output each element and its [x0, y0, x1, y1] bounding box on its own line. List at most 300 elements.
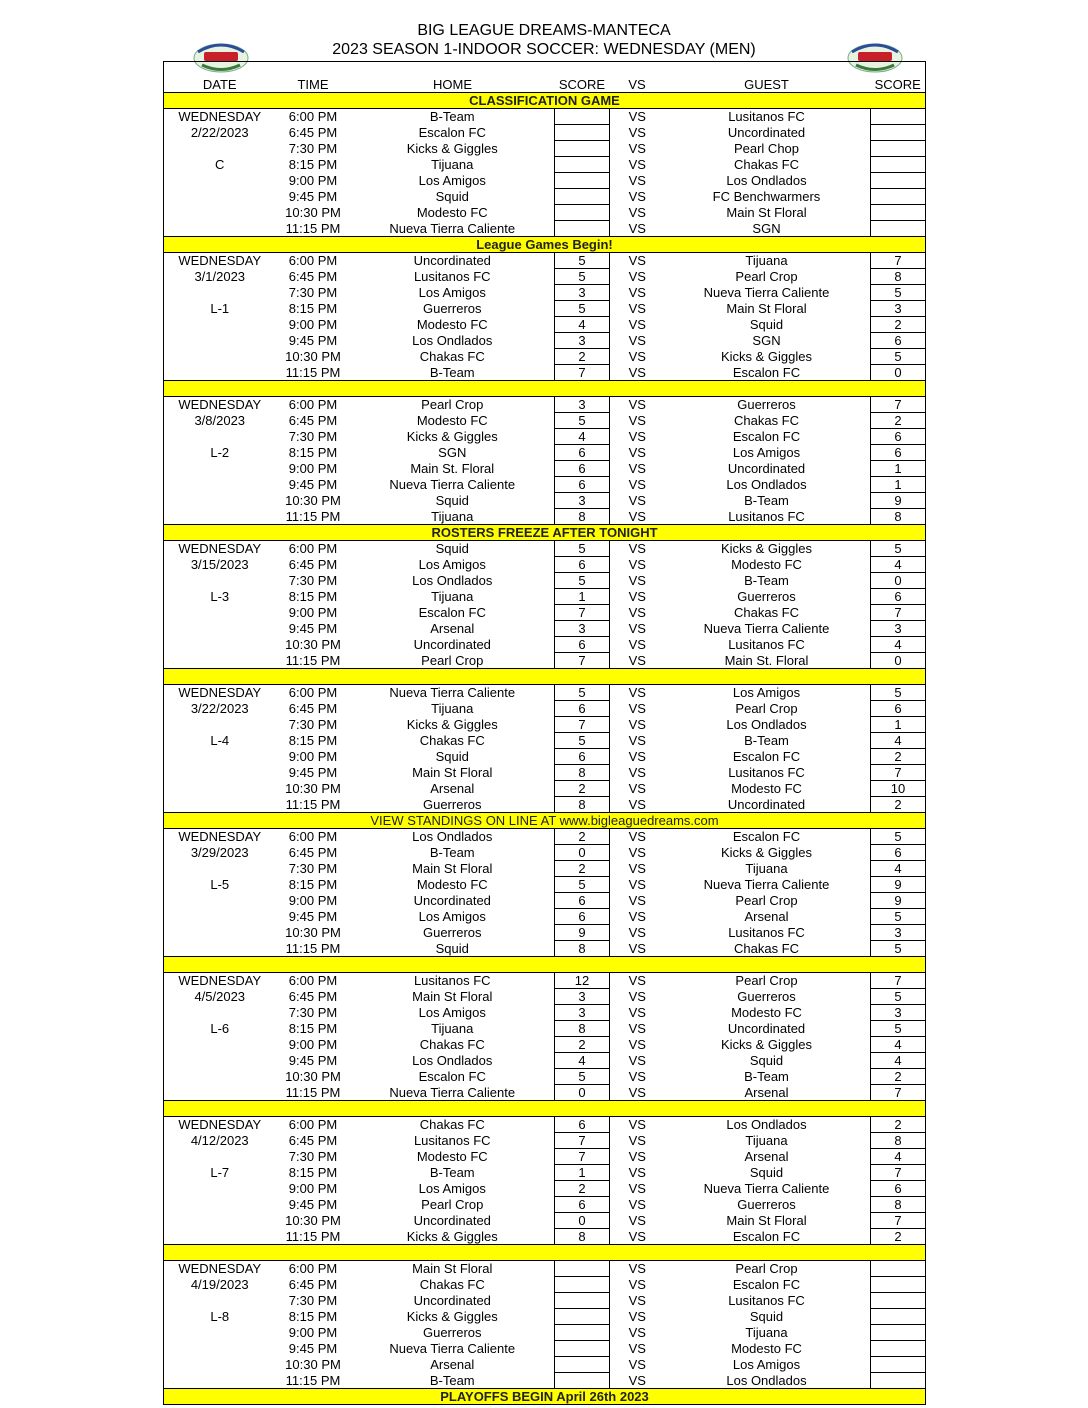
guest-score-cell: 6 — [871, 333, 926, 349]
home-score-cell: 6 — [555, 461, 610, 477]
vs-cell: VS — [628, 781, 646, 796]
home-team-cell: Escalon FC — [418, 125, 486, 140]
home-team-cell: Nueva Tierra Caliente — [389, 685, 516, 701]
home-team-cell: Guerreros — [422, 301, 482, 316]
vs-cell: VS — [628, 461, 646, 476]
home-score-cell — [555, 141, 610, 157]
home-score-cell: 12 — [555, 973, 610, 989]
time-cell: 8:15 PM — [288, 733, 338, 748]
guest-score-cell: 0 — [871, 653, 926, 669]
game-row — [164, 285, 926, 301]
home-team-cell: Nueva Tierra Caliente — [389, 1084, 516, 1100]
vs-cell: VS — [628, 573, 646, 588]
vs-cell: VS — [628, 652, 646, 668]
home-team-cell: Chakas FC — [419, 1277, 485, 1292]
game-row — [164, 429, 926, 445]
guest-score-cell: 2 — [871, 749, 926, 765]
vs-cell: VS — [628, 173, 646, 188]
empty-cell — [164, 1357, 276, 1373]
time-cell: 10:30 PM — [285, 781, 341, 796]
game-row — [164, 925, 926, 941]
home-score-cell — [555, 173, 610, 189]
vs-cell: VS — [628, 796, 646, 812]
guest-team-cell: Modesto FC — [731, 781, 802, 796]
guest-team-cell: Uncordinated — [727, 796, 806, 812]
guest-score-cell: 3 — [871, 621, 926, 637]
home-team-cell: Kicks & Giggles — [406, 141, 498, 156]
week-code-cell: L-8 — [210, 1309, 230, 1324]
home-score-cell — [555, 205, 610, 221]
vs-cell: VS — [628, 1325, 646, 1340]
game-row — [164, 973, 926, 989]
guest-score-cell — [871, 1261, 926, 1277]
guest-team-cell: Chakas FC — [733, 605, 800, 620]
guest-score-cell: 2 — [871, 797, 926, 813]
home-team-cell: Main St Floral — [412, 765, 493, 780]
banner-text — [164, 1245, 926, 1261]
home-score-cell — [555, 1325, 610, 1341]
guest-team-cell: Squid — [749, 1309, 784, 1324]
guest-team-cell: Chakas FC — [733, 940, 800, 956]
guest-score-cell: 1 — [871, 477, 926, 493]
guest-score-cell: 5 — [871, 989, 926, 1005]
guest-team-cell: Arsenal — [744, 1149, 789, 1164]
guest-team-cell: Modesto FC — [731, 557, 802, 572]
vs-cell: VS — [628, 989, 646, 1004]
empty-cell — [164, 189, 276, 205]
vs-cell: VS — [628, 973, 646, 989]
home-score-cell: 2 — [555, 781, 610, 797]
game-row — [164, 317, 926, 333]
guest-score-cell — [871, 125, 926, 141]
home-score-cell: 5 — [555, 877, 610, 893]
empty-cell — [164, 509, 276, 525]
vs-cell: VS — [628, 940, 646, 956]
guest-team-cell: Tijuana — [745, 1325, 788, 1340]
banner-row — [164, 525, 926, 541]
home-score-cell: 3 — [555, 333, 610, 349]
home-team-cell: Lusitanos FC — [413, 269, 491, 284]
time-cell: 9:45 PM — [288, 477, 338, 492]
guest-score-cell: 4 — [871, 1053, 926, 1069]
vs-cell: VS — [628, 1213, 646, 1228]
empty-cell — [164, 1341, 276, 1357]
empty-cell — [164, 717, 276, 733]
guest-score-cell — [871, 221, 926, 237]
home-score-cell — [555, 1309, 610, 1325]
guest-team-cell: Pearl Crop — [735, 973, 798, 989]
empty-cell — [164, 429, 276, 445]
game-row — [164, 989, 926, 1005]
home-score-cell — [555, 125, 610, 141]
time-cell: 9:00 PM — [288, 317, 338, 332]
home-score-cell: 5 — [555, 269, 610, 285]
home-score-cell: 8 — [555, 765, 610, 781]
home-score-cell: 6 — [555, 1197, 610, 1213]
guest-score-cell: 9 — [871, 893, 926, 909]
game-row — [164, 845, 926, 861]
empty-cell — [164, 173, 276, 189]
guest-team-cell: Nueva Tierra Caliente — [703, 877, 830, 892]
game-row — [164, 1133, 926, 1149]
vs-cell: VS — [628, 1197, 646, 1212]
time-cell: 9:00 PM — [288, 1325, 338, 1340]
guest-score-cell: 5 — [871, 541, 926, 557]
blank-row — [164, 62, 926, 78]
game-row — [164, 541, 926, 557]
home-score-cell: 6 — [555, 557, 610, 573]
game-row — [164, 941, 926, 957]
game-row — [164, 1229, 926, 1245]
game-row — [164, 189, 926, 205]
home-score-cell: 6 — [555, 1117, 610, 1133]
vs-cell: VS — [628, 1341, 646, 1356]
guest-score-cell: 9 — [871, 493, 926, 509]
day-cell: WEDNESDAY — [178, 973, 262, 989]
time-cell: 9:45 PM — [288, 765, 338, 780]
guest-team-cell: Uncordinated — [727, 125, 806, 140]
home-team-cell: Squid — [435, 189, 469, 204]
date-cell: 4/19/2023 — [190, 1277, 249, 1292]
time-cell: 8:15 PM — [288, 1309, 338, 1324]
vs-cell: VS — [628, 493, 646, 508]
home-score-cell: 6 — [555, 893, 610, 909]
guest-score-cell: 1 — [871, 461, 926, 477]
guest-header: GUEST — [665, 77, 869, 93]
time-cell: 6:00 PM — [288, 109, 338, 125]
home-score-cell: 8 — [555, 941, 610, 957]
date-cell: 3/8/2023 — [194, 413, 246, 428]
guest-score-cell: 3 — [871, 925, 926, 941]
empty-cell — [164, 493, 276, 509]
game-row — [164, 605, 926, 621]
empty-cell — [164, 1149, 276, 1165]
game-row — [164, 1261, 926, 1277]
home-score-cell: 7 — [555, 1133, 610, 1149]
home-team-cell: Main St Floral — [412, 1261, 493, 1277]
empty-cell — [164, 653, 276, 669]
guest-score-cell: 4 — [871, 861, 926, 877]
time-cell: 11:15 PM — [285, 1372, 341, 1388]
empty-cell — [164, 781, 276, 797]
vs-cell: VS — [628, 397, 646, 413]
week-code-cell: L-4 — [210, 733, 230, 748]
home-score-cell: 7 — [555, 1149, 610, 1165]
date-cell: 3/22/2023 — [190, 701, 249, 716]
guest-team-cell: FC Benchwarmers — [712, 189, 821, 204]
game-row — [164, 701, 926, 717]
home-score-cell: 7 — [555, 717, 610, 733]
guest-team-cell: Nueva Tierra Caliente — [703, 621, 830, 636]
home-score-cell: 8 — [555, 509, 610, 525]
empty-cell — [164, 749, 276, 765]
time-cell: 11:15 PM — [285, 1084, 341, 1100]
home-score-cell: 3 — [555, 397, 610, 413]
home-score-cell — [555, 221, 610, 237]
guest-score-cell — [871, 1373, 926, 1389]
guest-team-cell: Kicks & Giggles — [720, 349, 813, 364]
home-team-cell: Chakas FC — [419, 733, 485, 748]
time-cell: 6:45 PM — [288, 701, 338, 716]
home-score-cell: 6 — [555, 909, 610, 925]
home-team-cell: Modesto FC — [416, 317, 488, 332]
home-team-cell: Arsenal — [430, 621, 475, 636]
guest-team-cell: Guerreros — [737, 1197, 796, 1212]
guest-team-cell: Pearl Crop — [735, 893, 798, 908]
home-team-cell: Uncordinated — [413, 637, 491, 652]
game-row — [164, 1085, 926, 1101]
home-score-cell: 0 — [555, 1085, 610, 1101]
date-cell: 4/12/2023 — [190, 1133, 249, 1148]
home-score-cell: 0 — [555, 845, 610, 861]
guest-score-cell — [871, 1325, 926, 1341]
guest-score-cell: 2 — [871, 1117, 926, 1133]
vs-cell: VS — [628, 909, 646, 924]
home-score-cell: 5 — [555, 685, 610, 701]
home-score-cell: 3 — [555, 621, 610, 637]
guest-team-cell: Uncordinated — [727, 1021, 806, 1036]
vs-cell: VS — [628, 845, 646, 860]
home-team-cell: Los Amigos — [418, 909, 486, 924]
game-row — [164, 1021, 926, 1037]
home-team-cell: Pearl Crop — [421, 397, 484, 413]
vs-header: VS — [610, 77, 665, 93]
empty-cell — [164, 285, 276, 301]
vs-cell: VS — [628, 1005, 646, 1020]
guest-score-cell: 6 — [871, 701, 926, 717]
guest-team-cell: Chakas FC — [733, 413, 800, 428]
empty-cell — [164, 1085, 276, 1101]
guest-team-cell: Main St. Floral — [724, 652, 809, 668]
game-row — [164, 557, 926, 573]
empty-cell — [164, 909, 276, 925]
home-team-cell: Los Amigos — [418, 1005, 486, 1020]
home-team-cell: Guerreros — [422, 1325, 482, 1340]
game-row — [164, 749, 926, 765]
home-score-cell: 2 — [555, 349, 610, 365]
game-row — [164, 589, 926, 605]
day-cell: WEDNESDAY — [178, 829, 262, 845]
game-row — [164, 1005, 926, 1021]
guest-score-cell: 5 — [871, 1021, 926, 1037]
home-team-cell: Tijuana — [431, 508, 474, 524]
time-cell: 7:30 PM — [288, 1149, 338, 1164]
time-cell: 9:00 PM — [288, 461, 338, 476]
page-subtitle: 2023 SEASON 1-INDOOR SOCCER: WEDNESDAY (MEN) — [332, 41, 756, 58]
empty-cell — [164, 941, 276, 957]
vs-cell: VS — [628, 1069, 646, 1084]
game-row — [164, 877, 926, 893]
empty-cell — [164, 1197, 276, 1213]
vs-cell: VS — [628, 541, 646, 557]
guest-team-cell: B-Team — [744, 573, 789, 588]
guest-team-cell: Los Amigos — [732, 685, 801, 701]
vs-cell: VS — [628, 557, 646, 572]
empty-cell — [164, 1325, 276, 1341]
guest-score-cell — [871, 173, 926, 189]
guest-score-cell: 10 — [871, 781, 926, 797]
guest-score-cell: 6 — [871, 445, 926, 461]
vs-cell: VS — [628, 445, 646, 460]
home-team-cell: Los Ondlados — [412, 1053, 493, 1068]
empty-cell — [164, 1373, 276, 1389]
empty-cell — [164, 317, 276, 333]
banner-row — [164, 1101, 926, 1117]
guest-score-cell: 5 — [871, 941, 926, 957]
empty-cell — [164, 637, 276, 653]
guest-team-cell: SGN — [752, 220, 781, 236]
guest-score-cell: 0 — [871, 573, 926, 589]
guest-score-cell: 4 — [871, 733, 926, 749]
guest-team-cell: Los Ondlados — [726, 173, 807, 188]
home-team-cell: Kicks & Giggles — [406, 1309, 498, 1324]
day-cell: WEDNESDAY — [178, 685, 262, 701]
day-cell: WEDNESDAY — [178, 397, 262, 413]
guest-score-cell: 7 — [871, 397, 926, 413]
guest-score-cell: 0 — [871, 365, 926, 381]
home-team-cell: Uncordinated — [413, 1293, 491, 1308]
game-row — [164, 333, 926, 349]
time-cell: 8:15 PM — [288, 445, 338, 460]
guest-score-cell: 6 — [871, 429, 926, 445]
guest-score-header: SCORE — [871, 77, 926, 93]
game-row — [164, 125, 926, 141]
guest-team-cell: Squid — [749, 1053, 784, 1068]
guest-score-cell — [871, 109, 926, 125]
time-cell: 8:15 PM — [288, 301, 338, 316]
time-cell: 9:00 PM — [288, 173, 338, 188]
home-score-cell: 6 — [555, 445, 610, 461]
vs-cell: VS — [628, 1021, 646, 1036]
guest-score-cell — [871, 205, 926, 221]
game-row — [164, 781, 926, 797]
vs-cell: VS — [628, 701, 646, 716]
guest-team-cell: Uncordinated — [727, 461, 806, 476]
vs-cell: VS — [628, 1084, 646, 1100]
home-team-cell: Kicks & Giggles — [406, 717, 498, 732]
time-cell: 6:00 PM — [288, 253, 338, 269]
home-team-cell: Lusitanos FC — [413, 973, 491, 989]
time-cell: 6:45 PM — [288, 413, 338, 428]
guest-team-cell: Los Ondlados — [726, 1372, 807, 1388]
vs-cell: VS — [628, 1037, 646, 1052]
home-score-cell: 0 — [555, 1213, 610, 1229]
home-team-cell: Los Amigos — [418, 557, 486, 572]
game-row — [164, 157, 926, 173]
game-row — [164, 861, 926, 877]
game-row — [164, 1149, 926, 1165]
banner-row — [164, 1389, 926, 1405]
home-score-cell: 3 — [555, 285, 610, 301]
week-code-cell: L-1 — [210, 301, 230, 316]
time-cell: 6:45 PM — [288, 989, 338, 1004]
home-score-cell: 4 — [555, 317, 610, 333]
home-score-cell: 6 — [555, 477, 610, 493]
game-row — [164, 349, 926, 365]
week-code-cell: L-3 — [210, 589, 230, 604]
time-cell: 7:30 PM — [288, 285, 338, 300]
guest-team-cell: Lusitanos FC — [728, 1293, 805, 1308]
guest-team-cell: Los Ondlados — [726, 1117, 807, 1133]
empty-cell — [164, 365, 276, 381]
vs-cell: VS — [628, 605, 646, 620]
home-team-cell: Pearl Crop — [421, 1197, 484, 1212]
guest-team-cell: Lusitanos FC — [728, 637, 805, 652]
home-score-cell: 2 — [555, 861, 610, 877]
game-row — [164, 797, 926, 813]
banner-text: League Games Begin! — [164, 237, 926, 253]
day-cell: WEDNESDAY — [178, 541, 262, 557]
home-score-cell: 5 — [555, 573, 610, 589]
banner-row — [164, 957, 926, 973]
guest-team-cell: Modesto FC — [731, 1005, 802, 1020]
empty-cell — [164, 205, 276, 221]
home-team-cell: Guerreros — [422, 925, 482, 940]
banner-row — [164, 237, 926, 253]
home-score-cell: 5 — [555, 541, 610, 557]
game-row — [164, 269, 926, 285]
empty-cell — [164, 1037, 276, 1053]
game-row — [164, 1293, 926, 1309]
time-cell: 11:15 PM — [285, 508, 341, 524]
game-row — [164, 829, 926, 845]
guest-score-cell: 8 — [871, 1133, 926, 1149]
vs-cell: VS — [628, 1117, 646, 1133]
home-team-cell: Chakas FC — [419, 1037, 485, 1052]
time-cell: 9:45 PM — [288, 1197, 338, 1212]
time-cell: 10:30 PM — [285, 1069, 341, 1084]
time-cell: 10:30 PM — [285, 1213, 341, 1228]
guest-team-cell: Nueva Tierra Caliente — [703, 1181, 830, 1196]
banner-row — [164, 1245, 926, 1261]
time-cell: 7:30 PM — [288, 1293, 338, 1308]
time-cell: 6:00 PM — [288, 541, 338, 557]
home-team-cell: Nueva Tierra Caliente — [389, 1341, 516, 1356]
vs-cell: VS — [628, 125, 646, 140]
vs-cell: VS — [628, 109, 646, 125]
home-score-cell: 1 — [555, 589, 610, 605]
home-team-cell: Los Ondlados — [412, 573, 493, 588]
vs-cell: VS — [628, 413, 646, 428]
time-cell: 9:45 PM — [288, 909, 338, 924]
guest-score-cell: 2 — [871, 317, 926, 333]
time-cell: 6:00 PM — [288, 1117, 338, 1133]
time-cell: 7:30 PM — [288, 429, 338, 444]
empty-cell — [164, 349, 276, 365]
empty-cell — [164, 765, 276, 781]
home-score-cell: 5 — [555, 413, 610, 429]
game-row — [164, 765, 926, 781]
vs-cell: VS — [628, 429, 646, 444]
empty-cell — [164, 1005, 276, 1021]
game-row — [164, 733, 926, 749]
vs-cell: VS — [628, 364, 646, 380]
game-row — [164, 1357, 926, 1373]
home-team-cell: Los Ondlados — [412, 333, 493, 348]
time-cell: 7:30 PM — [288, 1005, 338, 1020]
guest-score-cell — [871, 141, 926, 157]
game-row — [164, 685, 926, 701]
guest-team-cell: B-Team — [744, 1069, 789, 1084]
home-team-cell: B-Team — [429, 109, 475, 125]
guest-score-cell: 9 — [871, 877, 926, 893]
time-cell: 7:30 PM — [288, 861, 338, 876]
home-score-cell: 8 — [555, 797, 610, 813]
guest-team-cell: Escalon FC — [732, 1277, 801, 1292]
week-code-cell: L-5 — [210, 877, 230, 892]
vs-cell: VS — [628, 589, 646, 604]
game-row — [164, 717, 926, 733]
